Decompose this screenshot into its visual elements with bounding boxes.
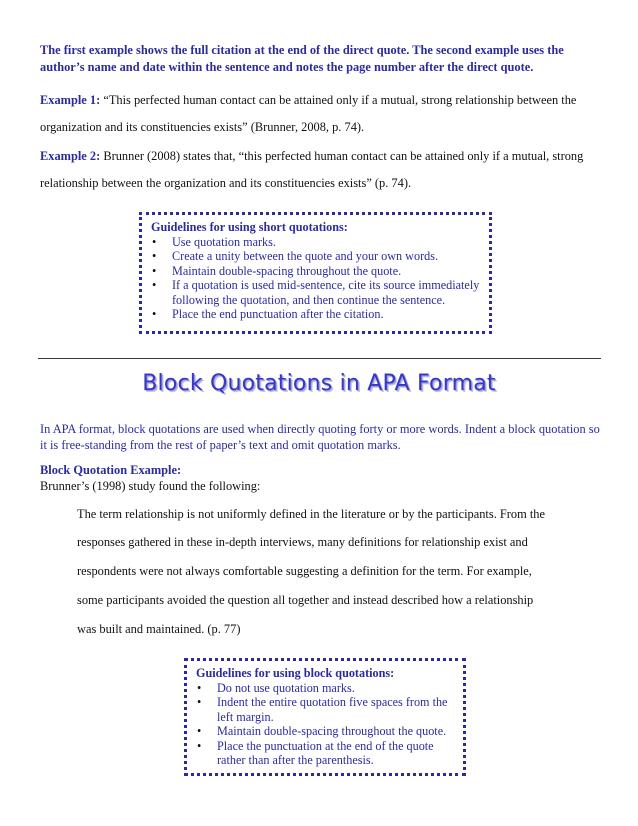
bullet-icon: •	[197, 724, 202, 738]
list-item-text: Create a unity between the quote and your own words.	[172, 249, 439, 263]
list-item-text: If a quotation is used mid-sentence, cite its source immediately following the quotation, and then continue the sentence.	[172, 278, 480, 307]
bullet-icon: •	[152, 249, 157, 263]
block-guidelines-list	[196, 681, 455, 768]
list-item	[196, 695, 455, 724]
example-2-line-2: relationship between the organization and its constituencies exists” (p. 74).	[40, 176, 412, 190]
bullet-icon: •	[152, 263, 157, 278]
example-2-line-1	[40, 148, 600, 165]
example-1-label: Example 1:	[40, 93, 101, 107]
example-2-label: Example 2:	[40, 149, 101, 163]
short-guidelines-list	[151, 235, 481, 322]
example-1-line-1	[40, 92, 600, 109]
list-item-text: Do not use quotation marks.	[217, 680, 355, 695]
list-item-text: Maintain double-spacing throughout the quote.	[217, 724, 447, 738]
intro-paragraph: The first example shows the full citation at the end of the direct quote. The second example uses the author’s name and date within the sentence and notes the page number after the direct quote.	[40, 43, 564, 74]
short-quotation-guidelines-box	[139, 212, 492, 334]
example-1-text-1: “This perfected human contact can be attained only if a mutual, strong relationship between the	[103, 93, 577, 107]
block-quotation-guidelines-box	[184, 658, 466, 776]
list-item-text: Indent the entire quotation five spaces from the left margin.	[217, 695, 448, 724]
short-guidelines-title: Guidelines for using short quotations:	[151, 220, 348, 234]
list-item	[196, 724, 455, 739]
block-quote-line: responses gathered in these in-depth interviews, many definitions for relationship exist and	[77, 535, 528, 549]
list-item-text: Maintain double-spacing throughout the quote.	[172, 263, 402, 278]
bullet-icon: •	[152, 234, 157, 249]
block-guidelines-title: Guidelines for using block quotations:	[196, 666, 395, 680]
section-heading: Block Quotations in APA Format	[142, 371, 496, 396]
list-item-text: Place the end punctuation after the citation.	[172, 307, 384, 321]
bullet-icon: •	[197, 738, 202, 753]
list-item-text: Use quotation marks.	[172, 234, 276, 249]
list-item	[196, 681, 455, 696]
list-item	[151, 278, 481, 307]
bullet-icon: •	[197, 695, 202, 709]
list-item	[196, 739, 455, 768]
block-quote-line: respondents were not always comfortable suggesting a definition for the term. For example,	[77, 564, 532, 578]
block-quote-line: some participants avoided the question all together and instead described how a relationship	[77, 593, 534, 607]
block-example-label: Block Quotation Example:	[40, 463, 182, 477]
section-divider	[38, 358, 601, 359]
bullet-icon: •	[152, 307, 157, 321]
list-item	[151, 235, 481, 250]
example-1-line-2: organization and its constituencies exists” (Brunner, 2008, p. 74).	[40, 120, 365, 134]
list-item	[151, 307, 481, 322]
block-example-lead: Brunner’s (1998) study found the following:	[40, 479, 261, 493]
list-item	[151, 264, 481, 279]
list-item	[151, 249, 481, 264]
example-2-text-1: Brunner (2008) states that, “this perfected human contact can be attained only if a mutual, strong	[103, 149, 584, 163]
bullet-icon: •	[152, 278, 157, 292]
list-item-text: Place the punctuation at the end of the quote rather than after the parenthesis.	[217, 738, 434, 767]
block-quote-line: was built and maintained. (p. 77)	[77, 622, 241, 636]
block-intro-paragraph: In APA format, block quotations are used when directly quoting forty or more words. Indent a block quotation so it is free-standing from the rest of paper’s text and omit quotation marks.	[40, 422, 600, 452]
block-quote-line: The term relationship is not uniformly defined in the literature or by the participants. From the	[77, 507, 545, 521]
bullet-icon: •	[197, 680, 202, 695]
